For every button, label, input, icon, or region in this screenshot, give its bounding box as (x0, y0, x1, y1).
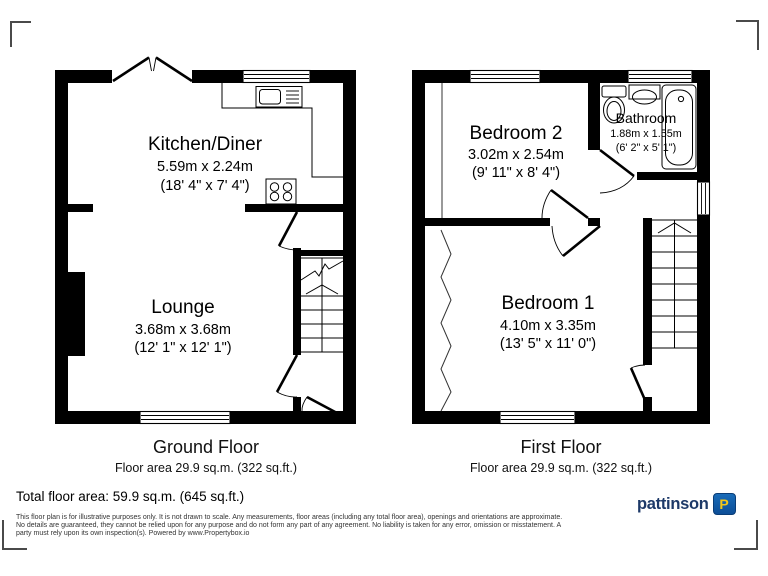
kitchen-label (148, 134, 263, 194)
ground-floor-plan (55, 58, 356, 425)
landing-window (698, 182, 710, 215)
ground-floor-walls (55, 69, 356, 424)
bedroom1-window (500, 412, 575, 424)
room-dim-metric: 5.59m x 2.24m (157, 159, 253, 175)
bathroom-door (600, 150, 634, 193)
crop-mark-bottom-right (734, 520, 758, 550)
brand-badge-letter: P (719, 496, 729, 512)
bedroom2-label (468, 123, 564, 181)
room-name: Bathroom (615, 110, 677, 126)
room-dim-metric: 3.68m x 3.68m (135, 322, 231, 338)
room-dim-metric: 3.02m x 2.54m (468, 147, 564, 163)
room-name: Lounge (151, 297, 215, 318)
bathroom-window (628, 71, 692, 83)
first-floor-caption (412, 437, 710, 475)
room-dim-imperial: (13' 5" x 11' 0") (499, 336, 597, 352)
disclaimer-line: This floor plan is for illustrative purposes only. It is not drawn to scale. Any measurements, floor areas (including any total floor area), openings and orientations are approximate. (16, 514, 563, 521)
lounge-door (277, 355, 297, 397)
first-floor-title: First Floor (520, 437, 602, 457)
bathroom-label (610, 110, 681, 154)
ground-floor-area: Floor area 29.9 sq.m. (322 sq.ft.) (114, 461, 298, 475)
disclaimer (16, 514, 562, 539)
bedroom2-door (542, 190, 588, 218)
disclaimer-line: party must rely upon its own inspection(s). Powered by www.Propertybox.io (16, 530, 250, 538)
bedroom2-window (470, 71, 540, 83)
first-staircase (652, 220, 697, 348)
brand-badge-icon (713, 493, 736, 515)
room-dim-imperial: (12' 1" x 12' 1") (134, 340, 232, 356)
room-dim-imperial: (6' 2" x 5' 1") (615, 142, 677, 154)
disclaimer-line: No details are guaranteed, they cannot be relied upon for any purpose and do not form any part of any agreement. No liability is taken for any error, omission or misstatement. A (16, 522, 562, 530)
bedroom1-wall-sketch-line (441, 230, 451, 411)
basin-icon (629, 85, 660, 104)
ground-staircase (301, 258, 343, 352)
total-floor-area: Total floor area: 59.9 sq.m. (645 sq.ft.) (16, 489, 245, 504)
first-floor-area: Floor area 29.9 sq.m. (322 sq.ft.) (469, 461, 653, 475)
room-name: Bedroom 2 (469, 123, 563, 144)
kitchen-window (243, 71, 310, 83)
lounge-window (140, 412, 230, 424)
brand-name: pattinson (637, 494, 709, 513)
front-door (302, 397, 337, 413)
sink-icon (256, 87, 302, 108)
bedroom1-label (500, 293, 596, 352)
hob-icon (266, 179, 296, 204)
ground-floor-title: Ground Floor (152, 437, 260, 457)
bedroom1-landing-door (552, 226, 600, 256)
bedroom1-stair-door (631, 365, 645, 400)
room-dim-metric: 4.10m x 3.35m (500, 318, 596, 334)
room-dim-metric: 1.88m x 1.55m (610, 128, 682, 140)
kitchen-door (279, 212, 297, 250)
room-dim-imperial: (18' 4" x 7' 4") (160, 178, 250, 194)
room-name: Bedroom 1 (501, 293, 595, 314)
first-floor-plan (412, 70, 710, 424)
lounge-label (134, 297, 231, 356)
ground-floor-caption (55, 437, 357, 475)
room-name: Kitchen/Diner (147, 134, 263, 155)
room-dim-imperial: (9' 11" x 8' 4") (471, 165, 561, 181)
bathtub-icon (662, 85, 696, 169)
pattinson-logo (637, 493, 736, 515)
